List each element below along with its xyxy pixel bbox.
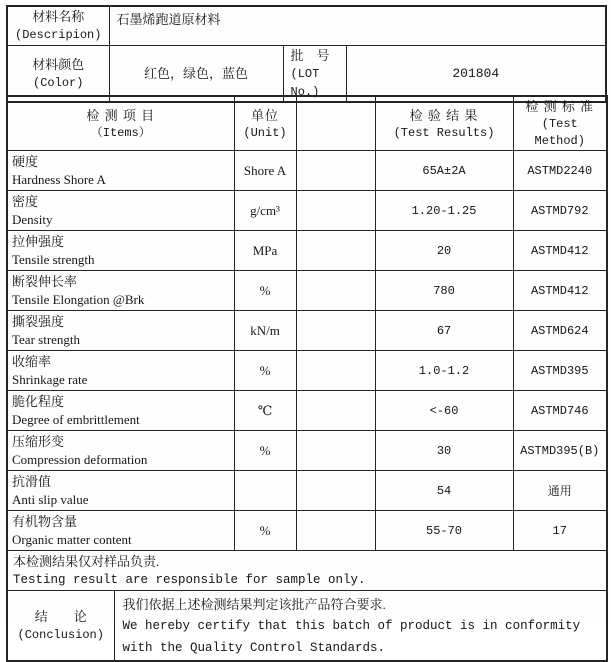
- item-name-en: Hardness Shore A: [12, 172, 106, 187]
- unit-cell: %: [234, 351, 296, 391]
- header-unit: [234, 96, 296, 151]
- method-cell: ASTMD395(B): [513, 431, 607, 471]
- material-name-value: [109, 6, 606, 45]
- lot-label-zh: 批 号: [290, 47, 330, 63]
- lot-number-value: 201804: [346, 45, 606, 102]
- item-name-en: Organic matter content: [12, 532, 132, 547]
- result-cell: 20: [375, 231, 513, 271]
- result-cell: 65A±2A: [375, 151, 513, 191]
- material-color-label: [7, 45, 109, 102]
- item-name-zh: 压缩形变: [12, 434, 65, 449]
- blank-cell: [296, 271, 375, 311]
- unit-cell: kN/m: [234, 311, 296, 351]
- header-results: [375, 96, 513, 151]
- conclusion-label-en: (Conclusion): [17, 627, 104, 642]
- table-row: [7, 511, 607, 551]
- table-row: [7, 391, 607, 431]
- table-row: [7, 351, 607, 391]
- method-cell: ASTMD412: [513, 231, 607, 271]
- test-item-cell: [7, 431, 234, 471]
- unit-cell: Shore A: [234, 151, 296, 191]
- method-cell: 17: [513, 511, 607, 551]
- test-item-cell: [7, 191, 234, 231]
- unit-cell: g/cm³: [234, 191, 296, 231]
- result-cell: 780: [375, 271, 513, 311]
- test-item-cell: [7, 471, 234, 511]
- conclusion-text-en: We hereby certify that this batch of product is in conformity with the Quality Control Standards.: [122, 619, 581, 655]
- test-results-table: [6, 95, 608, 662]
- table-row: [7, 45, 606, 102]
- method-cell: ASTMD624: [513, 311, 607, 351]
- header-method: [513, 96, 607, 151]
- item-name-en: Shrinkage rate: [12, 372, 88, 387]
- material-color-label-zh: 材料颜色: [32, 56, 85, 72]
- material-color-value: 红色，绿色，蓝色: [109, 45, 283, 102]
- item-name-zh: 拉伸强度: [12, 234, 65, 249]
- result-cell: 1.20-1.25: [375, 191, 513, 231]
- header-unit-zh: 单位: [251, 107, 280, 123]
- blank-cell: [296, 471, 375, 511]
- item-name-en: Tensile Elongation @Brk: [12, 292, 145, 307]
- item-name-en: Degree of embrittlement: [12, 412, 140, 427]
- method-cell: ASTMD792: [513, 191, 607, 231]
- test-item-cell: [7, 271, 234, 311]
- header-method-zh: 检 测 标 准: [525, 99, 595, 114]
- material-name-text: 石墨烯跑道原材料: [116, 12, 221, 27]
- item-name-zh: 脆化程度: [12, 394, 65, 409]
- method-cell: ASTMD395: [513, 351, 607, 391]
- header-results-zh: 检 验 结 果: [409, 107, 479, 123]
- conclusion-text-cell: [114, 591, 607, 661]
- test-item-cell: [7, 511, 234, 551]
- header-blank-cell: [296, 96, 375, 151]
- header-items-en: （Items）: [90, 125, 151, 140]
- table-row: [7, 431, 607, 471]
- result-cell: <-60: [375, 391, 513, 431]
- table-row: [7, 311, 607, 351]
- table-header-row: [7, 96, 607, 151]
- material-name-label-zh: 材料名称: [32, 9, 85, 25]
- result-cell: 55-70: [375, 511, 513, 551]
- header-items-zh: 检 测 项 目: [86, 107, 156, 123]
- item-name-en: Anti slip value: [12, 492, 89, 507]
- material-color-label-en: (Color): [33, 75, 84, 90]
- table-row: [7, 471, 607, 511]
- table-row: [7, 231, 607, 271]
- item-name-zh: 收缩率: [12, 354, 52, 369]
- blank-cell: [296, 511, 375, 551]
- item-name-zh: 抗滑值: [12, 474, 52, 489]
- result-cell: 1.0-1.2: [375, 351, 513, 391]
- method-cell: ASTMD412: [513, 271, 607, 311]
- material-name-label-en: (Descripion): [15, 28, 102, 43]
- item-name-zh: 密度: [12, 194, 39, 209]
- item-name-en: Tear strength: [12, 332, 81, 347]
- conclusion-row: [7, 591, 607, 661]
- table-row: [7, 191, 607, 231]
- blank-cell: [296, 351, 375, 391]
- test-item-cell: [7, 231, 234, 271]
- table-row: [7, 271, 607, 311]
- item-name-zh: 断裂伸长率: [12, 274, 78, 289]
- unit-cell: %: [234, 511, 296, 551]
- item-name-zh: 硬度: [12, 154, 39, 169]
- item-name-zh: 撕裂强度: [12, 314, 65, 329]
- unit-cell: %: [234, 271, 296, 311]
- result-cell: 30: [375, 431, 513, 471]
- material-name-label: [7, 6, 109, 45]
- sample-note-en: Testing result are responsible for sample only.: [13, 573, 366, 587]
- item-name-en: Compression deformation: [12, 452, 148, 467]
- table-row: [7, 151, 607, 191]
- blank-cell: [296, 231, 375, 271]
- result-cell: 54: [375, 471, 513, 511]
- blank-cell: [296, 191, 375, 231]
- unit-cell: %: [234, 431, 296, 471]
- header-items: [7, 96, 234, 151]
- header-unit-en: (Unit): [243, 125, 287, 140]
- unit-cell: MPa: [234, 231, 296, 271]
- blank-cell: [296, 151, 375, 191]
- material-info-table: [6, 5, 607, 103]
- lot-label-en: (LOT No.): [290, 66, 320, 99]
- unit-cell: [234, 471, 296, 511]
- sample-note-cell: [7, 551, 607, 591]
- lot-number-label: [283, 45, 346, 102]
- blank-cell: [296, 391, 375, 431]
- test-item-cell: [7, 311, 234, 351]
- table-row: [7, 6, 606, 45]
- sample-note-zh: 本检测结果仅对样品负责.: [13, 554, 160, 569]
- result-cell: 67: [375, 311, 513, 351]
- method-cell: 通用: [513, 471, 607, 511]
- blank-cell: [296, 431, 375, 471]
- conclusion-text-zh: 我们依据上述检测结果判定该批产品符合要求.: [122, 597, 386, 612]
- method-cell: ASTMD2240: [513, 151, 607, 191]
- header-method-en: (Test Method): [534, 117, 585, 148]
- test-rows: [7, 96, 607, 551]
- blank-cell: [296, 311, 375, 351]
- item-name-en: Density: [12, 212, 53, 227]
- test-item-cell: [7, 351, 234, 391]
- header-results-en: (Test Results): [393, 125, 495, 140]
- conclusion-label-zh: 结 论: [34, 608, 87, 624]
- item-name-en: Tensile strength: [12, 252, 95, 267]
- test-item-cell: [7, 391, 234, 431]
- test-item-cell: [7, 151, 234, 191]
- conclusion-label-cell: [7, 591, 114, 661]
- unit-cell: ℃: [234, 391, 296, 431]
- method-cell: ASTMD746: [513, 391, 607, 431]
- note-row: [7, 551, 607, 591]
- item-name-zh: 有机物含量: [12, 514, 78, 529]
